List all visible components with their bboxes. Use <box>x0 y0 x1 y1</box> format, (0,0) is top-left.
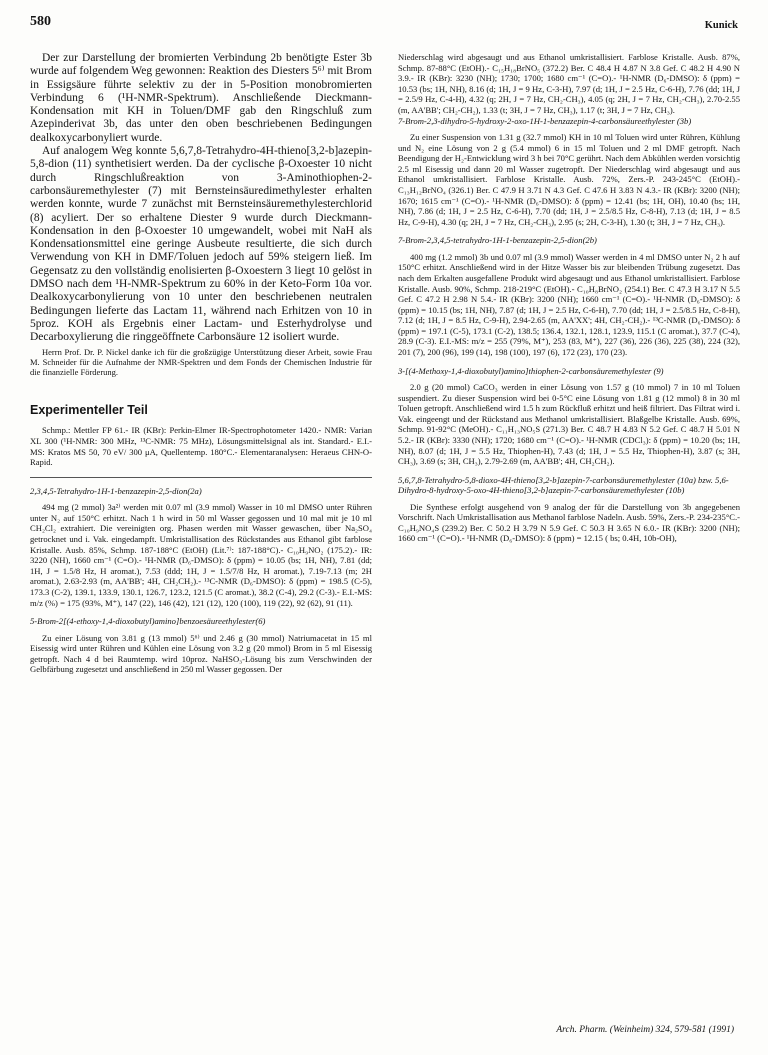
section-title-experimental: Experimenteller Teil <box>30 403 148 418</box>
running-head-author: Kunick <box>704 20 738 31</box>
compound-text-3b: Zu einer Suspension von 1.31 g (32.7 mmol) KH in 10 ml Toluen wird unter Rühren, Kühlung und N₂ eine Lösung von 2 g (5.4 mmol) 6 in 15 ml Toluen und 2 ml DMF getropft. Nach Beendigung der H₂-Entwicklung wird 3 h bei 70°C gerührt. Nach dem Abkühlen werden vorsichtig 2.5 ml Eisessig und dann 20 ml Wasser zugetropft. Der Niederschlag wird abgesaugt und aus Ethanol umkristallisiert. Farblose Kristalle. Ausb. 72%, Zers.-P. 243-245°C (EtOH).- C₁₃H₁₂BrNO₄ (326.1) Ber. C 47.9 H 3.71 N 4.3 Gef. C 47.6 H 3.83 N 4.3.- IR (KBr): 3200 (NH); 1670; 1615 cm⁻¹ (C=O).- ¹H-NMR (D₆-DMSO): δ (ppm) = 12.41 (bs; 1H, OH), 10.40 (bs; 1H, NH), 7.86 (d; 1H, J = 2.5 Hz, C-6-H), 7.70 (dd; 1H, J = 2.5/8.5 Hz, C-8-H), 7.13 (d; 1H, J = 8.5 Hz, C-9-H), 4.30 (q; 2H, J = 7 Hz, CH₂-CH₃), 2.95 (s; 2H, C-3-H), 1.30 (t; 3H, J = 7 Hz, CH₃). <box>398 131 740 227</box>
compound-text-2a: 494 mg (2 mmol) 3a²⁾ werden mit 0.07 ml (3.9 mmol) Wasser in 10 ml DMSO unter Rühren unter N₂ auf 150°C erhitzt. Nach 1 h wird in 50 ml Wasser gegossen und 10 mal mit je 10 ml CH₂Cl₂ extrahiert. Die vereinigten org. Phasen werden mit Wasser gewaschen, über Na₂SO₄ getrocknet und i. Vak. eingedampft. Umkristallisation des Rückstandes aus Ethanol gibt farblose Kristalle. Ausb. 85%, Schmp. 187-188°C (EtOH) (Lit.⁷⁾: 187-188°C).- C₁₀H₉NO₂ (175.2).- IR: 3220 (NH), 1660 cm⁻¹ (C=O).- ¹H-NMR (D₆-DMSO): δ (ppm) = 10.05 (bs; 1H, NH), 7.81 (dd; 1H, J = 1.5/8 Hz, H aromat.), 7.53 (ddd; 1H, J = 1.5/7/8 Hz, H aromat.), 7.19-7.13 (m; 2H aromat.), 2.63-2.93 (m, AA'BB'; 4H, CH₂CH₂).- ¹³C-NMR (D₆-DMSO): δ (ppm) = 198.5 (C-5), 173.3 (C-2), 139.1, 133.9, 130.1, 126.7, 123.2, 121.5 (C aromat.), 38.2 (C-4), 29.2 (C-3).- E.I.-MS: m/z (%) = 175 (93%, M⁺), 147 (22), 146 (42), 121 (12), 120 (100), 119 (22), 92 (62), 91 (11). <box>30 502 372 608</box>
compound-text-6: Zu einer Lösung von 3.81 g (13 mmol) 5⁶⁾ und 2.46 g (30 mmol) Natriumacetat in 15 ml Eisessig wird unter Rühren und Kühlen eine Lösung von 3.2 g (20 mmol) Brom in 5 ml Eisessig getropft. Nach 4 d bei Raumtemp. wird 10proz. NaHSO₃-Lösung bis zum Verschwinden der Gelbfärbung zugesetzt und anschließend in 250 ml Wasser gegossen. Der <box>30 632 372 675</box>
right-column <box>398 52 740 1017</box>
compound-title-6: 5-Brom-2[(4-ethoxy-1,4-dioxobutyl)amino]benzoesäureethylester(6) <box>30 616 266 627</box>
compound-text-2b: 400 mg (1.2 mmol) 3b und 0.07 ml (3.9 mmol) Wasser werden in 4 ml DMSO unter N₂ 2 h auf 150°C erhitzt. Anschließend wird in der Hitze Wasser bis zur bleibenden Trübung zugesetzt. Das nach dem Erkalten ausgefallene Produkt wird abgesaugt und aus Ethanol umkristallisiert. Farblose Kristalle. Ausb. 90%, Schmp. 218-219°C (EtOH).- C₁₀H₈BrNO₂ (254.1) Ber. C 47.3 H 3.17 N 5.5 Gef. C 47.2 H 2.98 N 5.4.- IR (KBr): 3200 (NH); 1660 cm⁻¹ (C=O).- ¹H-NMR (D₆-DMSO): δ (ppm) = 10.15 (bs; 1H, NH), 7.87 (d; 1H, J = 2.5 Hz, C-6-H), 7.70 (dd; 1H, J = 2.5/8.5 Hz, C-8-H), 7.12 (d; 1H, J = 8.5 Hz, C-9-H), 2.94-2.65 (m, AA'XX'; 4H, CH₂-CH₂).- ¹³C-NMR (D₆-DMSO): δ (ppm) = 197.1 (C-5), 173.1 (C-2), 138.5; 136.4, 132.1, 128.1, 123.9, 115.1 (C aromat.), 37.7 (C-4), 28.9 (C-3). E.I.-MS: m/z = 255 (79%, M⁺), 253 (83, M⁺), 227 (36), 226 (36), 225 (38), 224 (32), 201 (7), 200 (96), 199 (14), 198 (100), 197 (6), 172 (23), 170 (23). <box>398 251 740 358</box>
page-number: 580 <box>30 14 51 29</box>
compound-title-9: 3-[(4-Methoxy-1,4-dioxobutyl)amino]thiophen-2-carbonsäuremethylester (9) <box>398 365 664 376</box>
methods-paragraph: Schmp.: Mettler FP 61.- IR (KBr): Perkin-Elmer IR-Spectrophotometer 1420.- NMR: Varian XL 300 (¹H-NMR: 300 MHz, ¹³C-NMR: 75 MHz), Lösungsmittelsignal als int. Standard.- E.I.-MS: Kratos MS 50, 70 eV/ 300 μA, Quellentemp. 180°C.- Elementaranalysen: Heraeus CHN-O-Rapid. <box>30 425 372 468</box>
body-paragraph-1: Der zur Darstellung der bromierten Verbindung 2b benötigte Ester 3b wurde auf folgendem Weg gewonnen: Reaktion des Diesters 5⁶⁾ mit Brom in Essigsäure führte selektiv zu der in 5-Position monobromierten Verbindung 6 (¹H-NMR-Spektrum). Anschließende Dieckmann-Kondensation mit KH in Toluen/DMF gab den Ringschluß zum Azepinderivat 3b, das unter den oben beschriebenen Bedingungen dealkoxycarbonyliert wurde. <box>30 52 372 144</box>
compound-title-3b: 7-Brom-2,3-dihydro-5-hydroxy-2-oxo-1H-1-benzazepin-4-carbonsäureethylester (3b) <box>398 115 692 126</box>
compound-title-10: 5,6,7,8-Tetrahydro-5,8-dioxo-4H-thieno[3,2-b]azepin-7-carbonsäuremethylester (10a) bzw. 5,6-Dihydro-8-hydroxy-5-oxo-4H-thieno[3,2-b]azepin-7-carbonsäuremethylester (10b) <box>398 474 729 496</box>
compound-text-10: Die Synthese erfolgt ausgehend von 9 analog der für die Darstellung von 3b angegebenen Vorschrift. Nach Umkristallisation aus Methanol farblose Nadeln. Ausb. 59%, Zers.-P. 234-235°C.- C₁₀H₉NO₄S (239.2) Ber. C 50.2 H 3.79 N 5.9 Gef. C 50.3 H 3.65 N 6.0.- IR (KBr): 3200 (NH); 1660 cm⁻¹ (C=O).- ¹H-NMR (D₆-DMSO): δ (ppm) = 12.15 ( bs; 0.4H, 10b-OH), <box>398 501 740 544</box>
left-column <box>30 52 372 1028</box>
compound-text-6-continued: Niederschlag wird abgesaugt und aus Ethanol umkristallisiert. Farblose Kristalle. Ausb. 87%, Schmp. 87-88°C (EtOH).- C₁₅H₁₈BrNO₅ (372.2) Ber. C 48.4 H 4.87 N 3.8 Gef. C 48.2 H 4.90 N 3.9.- IR (KBr): 3230 (NH); 1730; 1700; 1680 cm⁻¹ (C=O).- ¹H-NMR (D₆-DMSO): δ (ppm) = 10.53 (bs; 1H, NH), 8.16 (d; 1H, J = 9 Hz, C-3-H), 7.97 (d; 1H, J = 2.5 Hz, C-6-H), 7.76 (dd; 1H, J = 2.5/9 Hz, C-4-H), 4.32 (q; 2H, J = 7 Hz, CH₂-CH₃), 4.05 (q; 2H, J = 7 Hz, CH₂-CH₃), 2.70-2.55 (m, AA'BB'; CH₂-CH₂), 1.33 (t; 3H, J = 7 Hz, CH₃), 1.17 (t; 3H, J = 7 Hz, CH₃). <box>398 52 740 115</box>
separator-rule <box>30 477 372 478</box>
journal-citation: Arch. Pharm. (Weinheim) 324, 579-581 (1991) <box>556 1025 734 1035</box>
compound-title-2b: 7-Brom-2,3,4,5-tetrahydro-1H-1-benzazepin-2,5-dion(2b) <box>398 235 597 246</box>
acknowledgement: Herrn Prof. Dr. P. Nickel danke ich für die großzügige Unterstützung dieser Arbeit, sowie Frau M. Schneider für die Aufnahme der NMR-Spektren und dem Fonds der Chemischen Industrie für die finanzielle Förderung. <box>30 346 372 378</box>
compound-title-2a: 2,3,4,5-Tetrahydro-1H-1-benzazepin-2,5-dion(2a) <box>30 485 202 496</box>
body-paragraph-2: Auf analogem Weg konnte 5,6,7,8-Tetrahydro-4H-thieno[3,2-b]azepin-5,8-dion (11) synthetisiert werden. Da der cyclische β-Oxoester 10 nicht durch Ringschlußreaktion von 3-Aminothiophen-2-carbonsäuremethylester (7) mit Bernsteinsäuredimethylester erhalten werden konnte, wurde 7 zunächst mit Bernsteinsäuremethylesterchlorid (8) acyliert. Der so erhaltene Diester 9 wurde durch Dieckmann-Kondensation in den β-Oxoester 10 umgewandelt, wobei mit NaH als Kondensationsmittel eine geringe Ausbeute resultierte, die sich durch Verwendung von KH in DMF/Toluen jedoch auf 59% steigern ließ. Im Gegensatz zu den vollständig enolisierten β-Oxoestern 3 liegt 10 gelöst in DMSO nach dem ¹H-NMR-Spektrum zu 60% in der Keto-Form 10a vor. Dealkoxycarbonylierung von 10 unter den beschriebenen neutralen Bedingungen lieferte das Lactam 11, während nach Erhitzen von 10 in 5proz. KOH als Ergebnis einer Lactam- und Esterhydrolyse und Decarboxylierung die ringgeöffnete Carbonsäure 12 isoliert wurde. <box>30 145 372 344</box>
compound-text-9: 2.0 g (20 mmol) CaCO₃ werden in einer Lösung von 1.57 g (10 mmol) 7 in 10 ml Toluen suspendiert. Zu dieser Suspension wird bei 0-5°C eine Lösung von 1.81 g (12 mmol) 8 in 30 ml Toluen getropft. Anschließend wird 1.5 h zum Rückfluß erhitzt und heiß filtriert. Das Filtrat wird i. Vak. eingeengt und der Rückstand aus Methanol umkristallisiert. Blaßgelbe Kristalle. Ausb. 69%, Schmp. 91-92°C (MeOH).- C₁₁H₁₃NO₅S (271.3) Ber. C 48.7 H 4.83 N 5.2 Gef. C 48.7 H 5.01 N 5.2.- IR (KBr): 3330 (NH); 1720; 1680 cm⁻¹ (C=O).- ¹H-NMR (CDCl₃): δ (ppm) = 10.20 (bs; 1H, NH), 8.07 (d; 1H, J = 5.5 Hz, Thiophen-H), 7.43 (d; 1H, J = 5.5 Hz, Thiophen-H), 3.87 (s; 3H, CH₃), 3.69 (s; 3H, CH₃), 2.79-2.69 (m, AA'BB'; 4H, CH₂CH₂). <box>398 382 740 467</box>
